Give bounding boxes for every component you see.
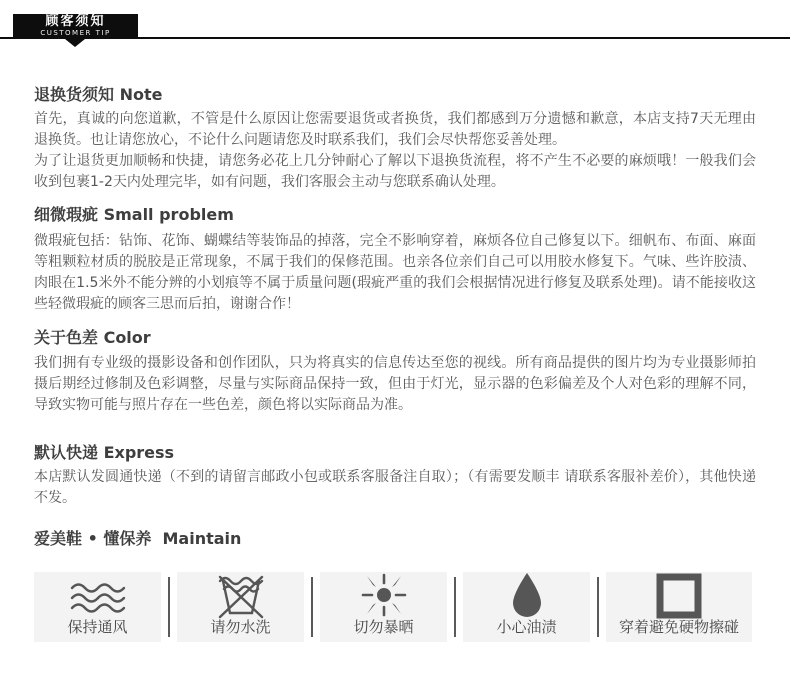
section-title: 关于色差 Color	[34, 328, 151, 347]
care-item-label: 穿着避免硬物擦碰	[618, 618, 739, 636]
ribbon-title: 顾客须知	[45, 14, 106, 29]
section-maintain	[34, 530, 756, 548]
no-sun-icon	[359, 567, 409, 619]
section-color	[34, 329, 756, 416]
customer-tip-ribbon	[13, 14, 138, 38]
care-separator	[454, 577, 456, 637]
oil-drop-icon	[510, 567, 544, 619]
ribbon-arrow-down-icon	[65, 39, 85, 47]
ventilation-waves-icon	[69, 572, 127, 619]
care-item-label: 切勿暴晒	[353, 618, 414, 636]
care-separator	[311, 577, 313, 637]
square-icon	[656, 569, 702, 619]
section-paragraph: 为了让退货更加顺畅和快捷，请您务必花上几分钟耐心了解以下退换货流程，将不产生不必要的麻烦哦！一般我们会收到包裹1-2天内处理完毕，如有问题，我们客服会主动与您联系确认处理。	[34, 153, 756, 190]
care-item-label: 保持通风	[67, 618, 128, 636]
care-item-no-sun	[320, 572, 447, 642]
care-item-no-wash	[177, 572, 304, 642]
section-returns	[34, 86, 756, 193]
section-title: 退换货须知 Note	[34, 85, 163, 104]
care-separator	[168, 577, 170, 637]
customer-tip-header	[0, 0, 790, 48]
care-item-no-scratch	[606, 572, 752, 642]
section-small-problem	[34, 206, 756, 315]
no-wash-icon	[214, 569, 268, 619]
ribbon-subtitle: CUSTOMER TIP	[40, 29, 111, 37]
section-title: 爱美鞋 • 懂保养 Maintain	[34, 529, 242, 548]
section-paragraph: 首先，真诚的向您道歉，不管是什么原因让您需要退货或者换货，我们都感到万分遗憾和歉意，本店支持7天无理由退换货。也让请您放心，不论什么问题请您及时联系我们，我们会尽快帮您妥善处理。	[34, 111, 756, 148]
section-body	[34, 231, 756, 315]
care-item-ventilation	[34, 572, 161, 642]
section-title: 细微瑕疵 Small problem	[34, 205, 234, 224]
notice-content	[34, 86, 756, 548]
care-separator	[597, 577, 599, 637]
care-item-label: 小心油渍	[496, 618, 557, 636]
care-item-oil	[463, 572, 590, 642]
section-paragraph: 本店默认发圆通快递（不到的请留言邮政小包或联系客服备注自取）；（有需要发顺丰 请联系客服补差价），其他快递不发。	[34, 469, 756, 506]
section-body	[34, 467, 756, 509]
section-paragraph: 微瑕疵包括：钻饰、花饰、蝴蝶结等装饰品的掉落，完全不影响穿着，麻烦各位自己修复以下。细帆布、布面、麻面等粗颗粒材质的脱胶是正常现象，不属于我们的保修范围。也亲各位亲们自己可以用胶水修复下。气味、些许胶渍、肉眼在1.5米外不能分辨的小划痕等不属于质量问题(瑕疵严重的我们会根据情况进行修复及联系处理)。请不能接收这些轻微瑕疵的顾客三思而后拍，谢谢合作！	[34, 233, 756, 312]
section-title: 默认快递 Express	[34, 443, 175, 462]
care-item-label: 请勿水洗	[210, 618, 271, 636]
section-express	[34, 444, 756, 509]
section-body	[34, 353, 756, 416]
section-body	[34, 109, 756, 193]
care-instructions-row	[34, 572, 790, 642]
section-paragraph: 我们拥有专业级的摄影设备和创作团队，只为将真实的信息传达至您的视线。所有商品提供的图片均为专业摄影师拍摄后期经过修制及色彩调整，尽量与实际商品保持一致，但由于灯光，显示器的色彩偏差及个人对色彩的理解不同，导致实物可能与照片存在一些色差，颜色将以实际商品为准。	[34, 355, 756, 413]
